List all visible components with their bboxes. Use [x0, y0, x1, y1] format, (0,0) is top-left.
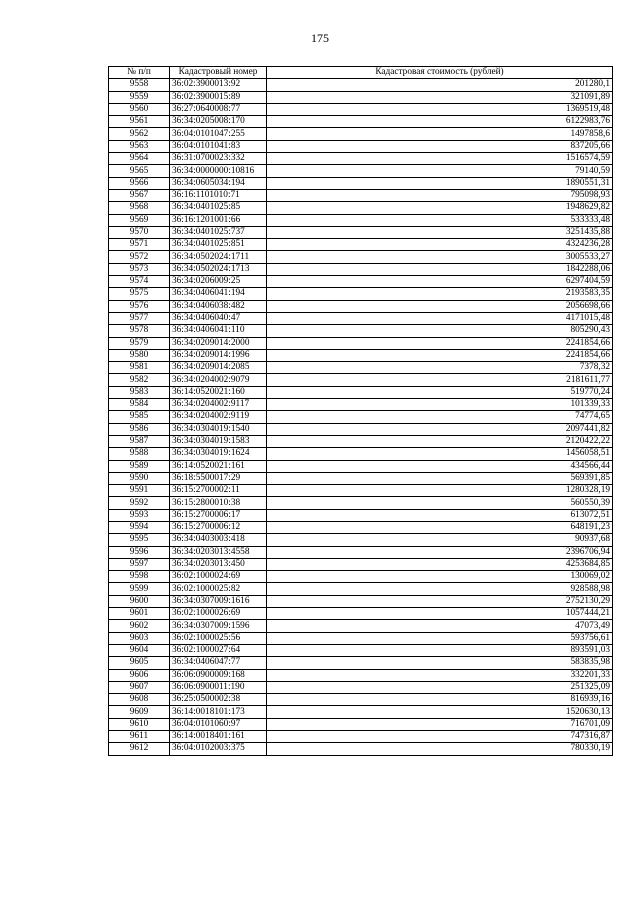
- row-index-cell: 9586: [109, 423, 170, 435]
- cadastral-value-cell: 321091,89: [267, 91, 613, 103]
- cadastral-value-cell: 2241854,66: [267, 349, 613, 361]
- row-index-cell: 9587: [109, 435, 170, 447]
- row-index-cell: 9560: [109, 103, 170, 115]
- row-index-cell: 9600: [109, 595, 170, 607]
- cadastral-value-cell: 1890551,31: [267, 177, 613, 189]
- cadastral-value-cell: 434566,44: [267, 460, 613, 472]
- table-header-row: [109, 67, 613, 79]
- table-row: [109, 374, 613, 386]
- cadastral-number-cell: 36:34:0205008:170: [170, 116, 267, 128]
- row-index-cell: 9572: [109, 251, 170, 263]
- table-row: [109, 263, 613, 275]
- cadastral-value-cell: 2097441,82: [267, 423, 613, 435]
- cadastral-number-cell: 36:34:0401025:85: [170, 202, 267, 214]
- cadastral-value-cell: 3251435,88: [267, 226, 613, 238]
- cadastral-value-cell: 583835,98: [267, 657, 613, 669]
- row-index-cell: 9607: [109, 681, 170, 693]
- row-index-cell: 9594: [109, 521, 170, 533]
- row-index-cell: 9577: [109, 312, 170, 324]
- cadastral-number-cell: 36:18:5500017:29: [170, 472, 267, 484]
- row-index-cell: 9590: [109, 472, 170, 484]
- cadastral-value-cell: 4171015,48: [267, 312, 613, 324]
- cadastral-value-cell: 1520630,13: [267, 706, 613, 718]
- row-index-cell: 9598: [109, 571, 170, 583]
- cadastral-number-cell: 36:34:0406041:194: [170, 288, 267, 300]
- cadastral-value-cell: 2193583,35: [267, 288, 613, 300]
- cadastral-number-cell: 36:34:0304019:1583: [170, 435, 267, 447]
- table-row: [109, 583, 613, 595]
- table-row: [109, 718, 613, 730]
- table-row: [109, 325, 613, 337]
- table-row: [109, 546, 613, 558]
- table-row: [109, 337, 613, 349]
- cadastral-number-cell: 36:25:0500002:38: [170, 694, 267, 706]
- cadastral-number-cell: 36:34:0304019:1624: [170, 448, 267, 460]
- row-index-cell: 9574: [109, 276, 170, 288]
- cadastral-number-cell: 36:15:2700002:11: [170, 485, 267, 497]
- cadastral-number-cell: 36:02:1000027:64: [170, 644, 267, 656]
- cadastral-number-cell: 36:34:0307009:1616: [170, 595, 267, 607]
- cadastral-value-cell: 2056698,66: [267, 300, 613, 312]
- row-index-cell: 9563: [109, 140, 170, 152]
- table-row: [109, 165, 613, 177]
- cadastral-value-cell: 1456058,51: [267, 448, 613, 460]
- cadastral-number-cell: 36:04:0101047:255: [170, 128, 267, 140]
- row-index-cell: 9604: [109, 644, 170, 656]
- cadastral-value-cell: 4253684,85: [267, 558, 613, 570]
- cadastral-number-cell: 36:16:1101010:71: [170, 189, 267, 201]
- row-index-cell: 9603: [109, 632, 170, 644]
- cadastral-value-cell: 795098,93: [267, 189, 613, 201]
- cadastral-number-cell: 36:27:0640008:77: [170, 103, 267, 115]
- cadastral-value-table: [108, 66, 613, 756]
- cadastral-value-cell: 2396706,94: [267, 546, 613, 558]
- row-index-cell: 9611: [109, 731, 170, 743]
- row-index-cell: 9610: [109, 718, 170, 730]
- column-header-cadastral-number: Кадастровый номер: [170, 67, 267, 79]
- cadastral-number-cell: 36:14:0520021:161: [170, 460, 267, 472]
- row-index-cell: 9597: [109, 558, 170, 570]
- table-row: [109, 509, 613, 521]
- cadastral-value-cell: 4324236,28: [267, 239, 613, 251]
- cadastral-value-cell: 2752130,29: [267, 595, 613, 607]
- table-row: [109, 312, 613, 324]
- table-row: [109, 657, 613, 669]
- table-row: [109, 485, 613, 497]
- row-index-cell: 9601: [109, 608, 170, 620]
- table-row: [109, 472, 613, 484]
- cadastral-number-cell: 36:34:0204002:9079: [170, 374, 267, 386]
- cadastral-number-cell: 36:34:0307009:1596: [170, 620, 267, 632]
- row-index-cell: 9599: [109, 583, 170, 595]
- table-row: [109, 706, 613, 718]
- cadastral-value-cell: 928588,98: [267, 583, 613, 595]
- table-row: [109, 731, 613, 743]
- table-row: [109, 595, 613, 607]
- cadastral-number-cell: 36:34:0304019:1540: [170, 423, 267, 435]
- cadastral-value-cell: 79140,59: [267, 165, 613, 177]
- page-number: 175: [311, 31, 329, 45]
- cadastral-number-cell: 36:06:0900009:168: [170, 669, 267, 681]
- cadastral-value-cell: 6297404,59: [267, 276, 613, 288]
- row-index-cell: 9575: [109, 288, 170, 300]
- cadastral-value-cell: 2241854,66: [267, 337, 613, 349]
- cadastral-number-cell: 36:14:0018401:161: [170, 731, 267, 743]
- row-index-cell: 9608: [109, 694, 170, 706]
- table-row: [109, 177, 613, 189]
- table-row: [109, 300, 613, 312]
- row-index-cell: 9581: [109, 362, 170, 374]
- cadastral-value-cell: 1516574,59: [267, 153, 613, 165]
- table-row: [109, 571, 613, 583]
- cadastral-number-cell: 36:02:1000026:69: [170, 608, 267, 620]
- cadastral-number-cell: 36:34:0209014:2000: [170, 337, 267, 349]
- cadastral-number-cell: 36:34:0406038:482: [170, 300, 267, 312]
- row-index-cell: 9592: [109, 497, 170, 509]
- table-row: [109, 694, 613, 706]
- table-row: [109, 386, 613, 398]
- table-row: [109, 226, 613, 238]
- table-row: [109, 399, 613, 411]
- table-row: [109, 669, 613, 681]
- cadastral-number-cell: 36:16:1201001:66: [170, 214, 267, 226]
- row-index-cell: 9584: [109, 399, 170, 411]
- cadastral-number-cell: 36:34:0401025:851: [170, 239, 267, 251]
- cadastral-number-cell: 36:15:2700006:12: [170, 521, 267, 533]
- cadastral-number-cell: 36:04:0101041:83: [170, 140, 267, 152]
- table-row: [109, 644, 613, 656]
- cadastral-number-cell: 36:34:0209014:2085: [170, 362, 267, 374]
- cadastral-number-cell: 36:34:0406041:110: [170, 325, 267, 337]
- row-index-cell: 9582: [109, 374, 170, 386]
- table-row: [109, 103, 613, 115]
- cadastral-value-cell: 251325,09: [267, 681, 613, 693]
- cadastral-value-cell: 569391,85: [267, 472, 613, 484]
- row-index-cell: 9562: [109, 128, 170, 140]
- cadastral-number-cell: 36:34:0203013:450: [170, 558, 267, 570]
- cadastral-value-cell: 130069,02: [267, 571, 613, 583]
- row-index-cell: 9612: [109, 743, 170, 755]
- cadastral-number-cell: 36:15:2800010:38: [170, 497, 267, 509]
- cadastral-number-cell: 36:34:0209014:1996: [170, 349, 267, 361]
- cadastral-number-cell: 36:02:3900013:92: [170, 79, 267, 91]
- row-index-cell: 9609: [109, 706, 170, 718]
- row-index-cell: 9589: [109, 460, 170, 472]
- cadastral-value-cell: 2120422,22: [267, 435, 613, 447]
- cadastral-number-cell: 36:34:0206009:25: [170, 276, 267, 288]
- table-row: [109, 91, 613, 103]
- cadastral-value-cell: 1497858,6: [267, 128, 613, 140]
- cadastral-value-cell: 6122983,76: [267, 116, 613, 128]
- table-row: [109, 534, 613, 546]
- table-row: [109, 251, 613, 263]
- cadastral-value-cell: 74774,65: [267, 411, 613, 423]
- table-row: [109, 681, 613, 693]
- table-row: [109, 448, 613, 460]
- row-index-cell: 9585: [109, 411, 170, 423]
- cadastral-number-cell: 36:34:0502024:1713: [170, 263, 267, 275]
- cadastral-number-cell: 36:34:0203013:4558: [170, 546, 267, 558]
- table-row: [109, 521, 613, 533]
- table-row: [109, 411, 613, 423]
- table-row: [109, 276, 613, 288]
- row-index-cell: 9596: [109, 546, 170, 558]
- table-row: [109, 558, 613, 570]
- cadastral-value-cell: 1369519,48: [267, 103, 613, 115]
- table-row: [109, 349, 613, 361]
- cadastral-number-cell: 36:02:1000025:82: [170, 583, 267, 595]
- table-row: [109, 239, 613, 251]
- table-row: [109, 116, 613, 128]
- cadastral-value-cell: 3005533,27: [267, 251, 613, 263]
- cadastral-value-cell: 780330,19: [267, 743, 613, 755]
- row-index-cell: 9566: [109, 177, 170, 189]
- table-row: [109, 189, 613, 201]
- cadastral-number-cell: 36:14:0520021:160: [170, 386, 267, 398]
- cadastral-value-cell: 533333,48: [267, 214, 613, 226]
- cadastral-number-cell: 36:34:0406047:77: [170, 657, 267, 669]
- row-index-cell: 9559: [109, 91, 170, 103]
- row-index-cell: 9593: [109, 509, 170, 521]
- table-row: [109, 743, 613, 755]
- cadastral-value-cell: 90937,68: [267, 534, 613, 546]
- table-row: [109, 202, 613, 214]
- cadastral-value-cell: 7378,32: [267, 362, 613, 374]
- row-index-cell: 9579: [109, 337, 170, 349]
- column-header-cadastral-value: Кадастровая стоимость (рублей): [267, 67, 613, 79]
- cadastral-value-cell: 816939,16: [267, 694, 613, 706]
- cadastral-value-cell: 613072,51: [267, 509, 613, 521]
- row-index-cell: 9583: [109, 386, 170, 398]
- cadastral-number-cell: 36:34:0401025:737: [170, 226, 267, 238]
- table-row: [109, 153, 613, 165]
- cadastral-number-cell: 36:34:0204002:9119: [170, 411, 267, 423]
- cadastral-number-cell: 36:34:0000000:10816: [170, 165, 267, 177]
- table-row: [109, 362, 613, 374]
- table-row: [109, 632, 613, 644]
- cadastral-number-cell: 36:31:0700023:332: [170, 153, 267, 165]
- cadastral-value-cell: 519770,24: [267, 386, 613, 398]
- table-row: [109, 497, 613, 509]
- row-index-cell: 9580: [109, 349, 170, 361]
- row-index-cell: 9602: [109, 620, 170, 632]
- table-row: [109, 435, 613, 447]
- cadastral-number-cell: 36:02:1000024:69: [170, 571, 267, 583]
- cadastral-value-cell: 1948629,82: [267, 202, 613, 214]
- cadastral-number-cell: 36:34:0406040:47: [170, 312, 267, 324]
- cadastral-value-cell: 47073,49: [267, 620, 613, 632]
- cadastral-value-cell: 716701,09: [267, 718, 613, 730]
- table-row: [109, 608, 613, 620]
- row-index-cell: 9605: [109, 657, 170, 669]
- cadastral-value-cell: 593756,61: [267, 632, 613, 644]
- cadastral-value-cell: 805290,43: [267, 325, 613, 337]
- table-row: [109, 460, 613, 472]
- row-index-cell: 9578: [109, 325, 170, 337]
- cadastral-value-cell: 747316,87: [267, 731, 613, 743]
- table-row: [109, 620, 613, 632]
- cadastral-value-cell: 1280328,19: [267, 485, 613, 497]
- row-index-cell: 9558: [109, 79, 170, 91]
- row-index-cell: 9565: [109, 165, 170, 177]
- row-index-cell: 9576: [109, 300, 170, 312]
- row-index-cell: 9591: [109, 485, 170, 497]
- row-index-cell: 9568: [109, 202, 170, 214]
- cadastral-number-cell: 36:15:2700006:17: [170, 509, 267, 521]
- column-header-index: № п/п: [109, 67, 170, 79]
- row-index-cell: 9588: [109, 448, 170, 460]
- cadastral-number-cell: 36:04:0102003:375: [170, 743, 267, 755]
- table-row: [109, 140, 613, 152]
- row-index-cell: 9570: [109, 226, 170, 238]
- cadastral-value-cell: 201280,1: [267, 79, 613, 91]
- row-index-cell: 9567: [109, 189, 170, 201]
- cadastral-number-cell: 36:34:0605034:194: [170, 177, 267, 189]
- cadastral-value-cell: 560550,39: [267, 497, 613, 509]
- cadastral-value-cell: 2181611,77: [267, 374, 613, 386]
- row-index-cell: 9561: [109, 116, 170, 128]
- cadastral-number-cell: 36:14:0018101:173: [170, 706, 267, 718]
- table-row: [109, 128, 613, 140]
- row-index-cell: 9606: [109, 669, 170, 681]
- cadastral-value-cell: 893591,03: [267, 644, 613, 656]
- row-index-cell: 9573: [109, 263, 170, 275]
- cadastral-number-cell: 36:34:0204002:9117: [170, 399, 267, 411]
- table-row: [109, 214, 613, 226]
- cadastral-number-cell: 36:34:0502024:1711: [170, 251, 267, 263]
- cadastral-number-cell: 36:02:3900015:89: [170, 91, 267, 103]
- cadastral-value-cell: 1842288,06: [267, 263, 613, 275]
- table-row: [109, 423, 613, 435]
- row-index-cell: 9571: [109, 239, 170, 251]
- cadastral-value-cell: 332201,33: [267, 669, 613, 681]
- row-index-cell: 9569: [109, 214, 170, 226]
- cadastral-number-cell: 36:06:0900011:190: [170, 681, 267, 693]
- cadastral-value-cell: 101339,33: [267, 399, 613, 411]
- cadastral-value-cell: 1057444,21: [267, 608, 613, 620]
- cadastral-value-cell: 837205,66: [267, 140, 613, 152]
- row-index-cell: 9564: [109, 153, 170, 165]
- cadastral-value-cell: 648191,23: [267, 521, 613, 533]
- table-row: [109, 288, 613, 300]
- cadastral-number-cell: 36:34:0403003:418: [170, 534, 267, 546]
- table-row: [109, 79, 613, 91]
- cadastral-number-cell: 36:02:1000025:56: [170, 632, 267, 644]
- row-index-cell: 9595: [109, 534, 170, 546]
- cadastral-number-cell: 36:04:0101060:97: [170, 718, 267, 730]
